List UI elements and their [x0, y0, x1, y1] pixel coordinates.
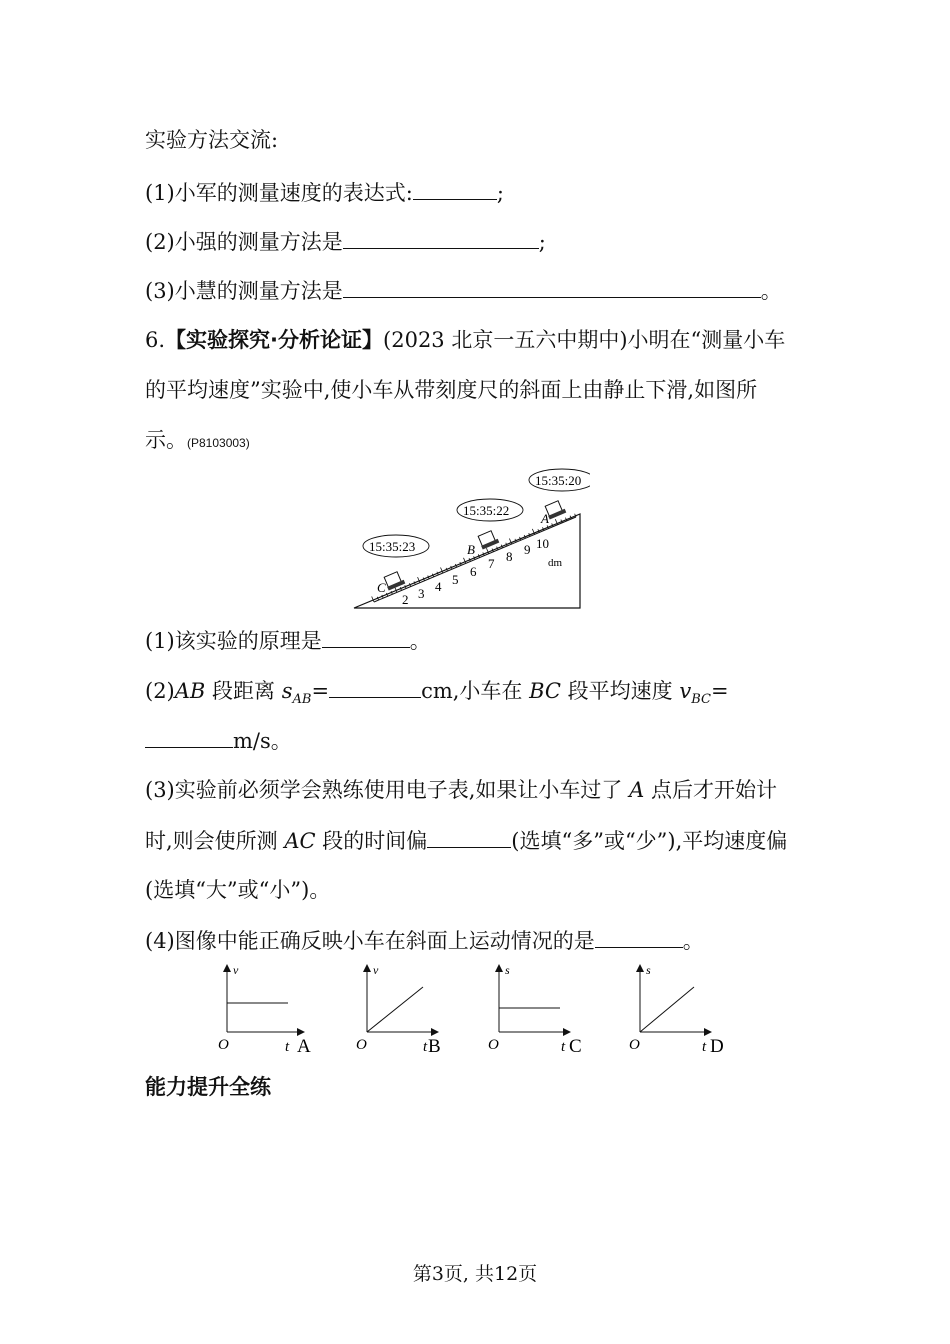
origin-label: O — [218, 1037, 229, 1053]
item-text: 图像中能正确反映小车在斜面上运动情况的是 — [174, 929, 595, 953]
punctuation: 。 — [409, 629, 431, 653]
item-number: (3) — [145, 778, 175, 802]
point-label-c: C — [377, 580, 386, 595]
equals: = — [311, 679, 330, 703]
ruler-mark: 9 — [524, 542, 531, 557]
answer-blank[interactable] — [322, 625, 410, 648]
q6-sub-1 — [145, 625, 431, 656]
item-text: 点后才开始计 — [644, 778, 777, 802]
answer-blank[interactable] — [145, 725, 233, 748]
ruler-mark: 3 — [418, 586, 425, 601]
y-axis-label: v — [373, 963, 379, 977]
item-text: 时,则会使所测 — [145, 829, 285, 853]
x-axis-label: t — [561, 1039, 566, 1055]
answer-blank[interactable] — [427, 825, 511, 848]
segment-ab: AB — [174, 679, 206, 703]
symbol-s: s — [281, 679, 293, 703]
answer-blank[interactable] — [595, 925, 683, 948]
graph-line — [640, 987, 694, 1032]
ruler-mark: 10 — [536, 536, 549, 551]
option-label: D — [710, 1036, 724, 1057]
punctuation: 。 — [682, 929, 704, 953]
symbol-v-sub: BC — [691, 692, 711, 707]
time-b: 15:35:22 — [463, 503, 510, 518]
ruler-mark: 8 — [506, 549, 513, 564]
stem-text: 示。 — [145, 428, 187, 452]
item-text: 小强的测量方法是 — [174, 230, 343, 254]
section-title: 能力提升全练 — [145, 1075, 271, 1099]
intro-heading: 实验方法交流: — [145, 128, 279, 152]
ruler-mark: 5 — [452, 572, 459, 587]
page-footer: 第3页, 共12页 — [412, 1263, 538, 1285]
time-c: 15:35:23 — [369, 539, 416, 554]
q5-item-1 — [145, 177, 504, 208]
question-number: 6. — [145, 328, 166, 352]
question-code: (P8103003) — [187, 436, 250, 450]
item-text: 段平均速度 — [560, 679, 680, 703]
q6-sub-2 — [145, 675, 729, 715]
ruler-mark: 2 — [402, 592, 409, 607]
answer-blank[interactable] — [413, 177, 497, 200]
item-number: (1) — [145, 181, 175, 205]
q6-stem-line-2: 的平均速度”实验中,使小车从带刻度尺的斜面上由静止下滑,如图所 — [145, 378, 758, 402]
equals: = — [710, 679, 729, 703]
punctuation: ; — [496, 181, 504, 205]
ruler-mark: 7 — [488, 556, 495, 571]
item-text: 小慧的测量方法是 — [174, 279, 343, 303]
item-text: 段的时间偏 — [315, 829, 428, 853]
segment-ac: AC — [284, 829, 316, 853]
ruler-unit: dm — [548, 557, 563, 569]
q6-sub-2-cont — [145, 725, 292, 756]
q6-sub-3-line-3: (选填“大”或“小”)。 — [145, 878, 331, 902]
item-text: 该实验的原理是 — [174, 629, 322, 653]
graph-d — [626, 960, 746, 1060]
origin-label: O — [629, 1037, 640, 1053]
stem-text: 小明在“测量小车 — [627, 328, 786, 352]
symbol-v: v — [679, 679, 692, 703]
graph-b — [353, 960, 473, 1060]
q6-sub-3-line-1 — [145, 775, 777, 805]
item-number: (2) — [145, 679, 175, 703]
option-label: A — [297, 1036, 311, 1057]
question-source: (2023 北京一五六中期中) — [383, 328, 628, 352]
item-text: 实验前必须学会熟练使用电子表,如果让小车过了 — [174, 778, 630, 802]
point-a: A — [629, 778, 645, 802]
item-text: 小军的测量速度的表达式: — [174, 181, 413, 205]
incline-wedge — [354, 514, 580, 608]
graph-line — [367, 987, 423, 1032]
item-number: (1) — [145, 629, 175, 653]
option-label: B — [428, 1036, 441, 1057]
symbol-s-sub: AB — [292, 692, 312, 707]
item-text: cm,小车在 — [421, 679, 530, 703]
item-number: (4) — [145, 929, 175, 953]
ruler-mark: 4 — [435, 579, 442, 594]
item-number: (2) — [145, 230, 175, 254]
punctuation: 。 — [760, 279, 782, 303]
incline-figure — [350, 462, 590, 612]
unit-text: m/s。 — [233, 729, 292, 753]
origin-label: O — [488, 1037, 499, 1053]
item-text: 段距离 — [205, 679, 282, 703]
x-axis-label: t — [285, 1039, 290, 1055]
answer-blank[interactable] — [329, 675, 421, 698]
item-text: (选填“多”或“少”),平均速度偏 — [511, 829, 788, 853]
q5-item-2 — [145, 226, 546, 257]
x-axis-label: t — [702, 1039, 707, 1055]
y-axis-label: v — [233, 963, 239, 977]
answer-blank[interactable] — [343, 226, 539, 249]
q6-sub-4 — [145, 925, 704, 956]
origin-label: O — [356, 1037, 367, 1053]
point-label-a: A — [541, 511, 549, 526]
option-label: C — [569, 1036, 582, 1057]
q6-sub-3-line-2 — [145, 825, 787, 856]
q6-stem-line-1 — [145, 325, 785, 355]
point-label-b: B — [467, 542, 475, 557]
q6-stem-line-3 — [145, 425, 250, 458]
answer-blank[interactable] — [343, 275, 761, 298]
y-axis-label: s — [505, 963, 510, 977]
cart-icon — [477, 530, 499, 550]
y-axis-label: s — [646, 963, 651, 977]
question-tag: 【实验探究·分析论证】 — [165, 328, 384, 352]
item-number: (3) — [145, 279, 175, 303]
graph-c — [485, 960, 605, 1060]
segment-bc: BC — [529, 679, 561, 703]
ruler-mark: 6 — [470, 564, 477, 579]
punctuation: ; — [538, 230, 546, 254]
time-a: 15:35:20 — [535, 473, 582, 488]
q5-item-3 — [145, 275, 782, 306]
x-axis-label: t — [423, 1039, 428, 1055]
graph-a — [213, 960, 333, 1060]
